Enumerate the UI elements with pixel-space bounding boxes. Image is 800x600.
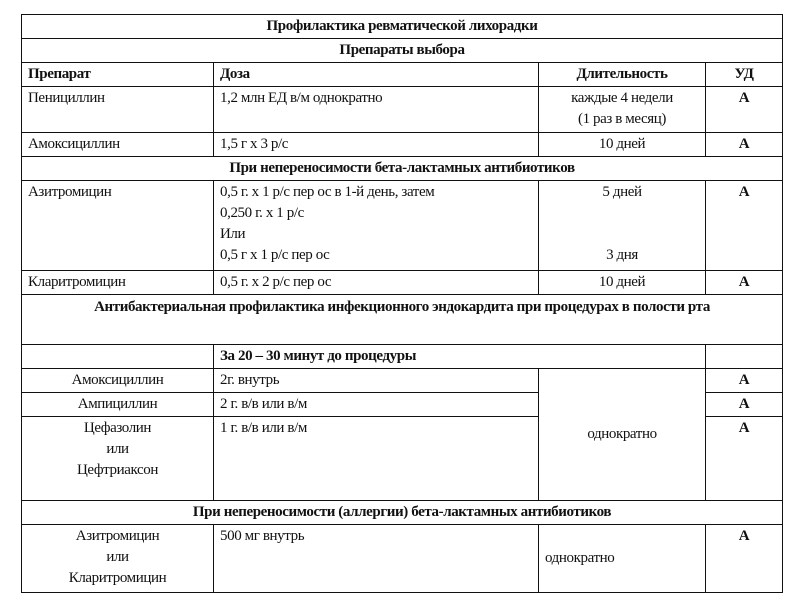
dose-cell: 2г. внутрь bbox=[214, 369, 539, 393]
dose-cell: 1,5 г х 3 р/с bbox=[214, 133, 539, 157]
timing-cell: За 20 – 30 минут до процедуры bbox=[214, 345, 706, 369]
drug-cell: Кларитромицин bbox=[22, 271, 214, 295]
dose-cell bbox=[214, 181, 539, 271]
endocarditis-heading: Антибактериальная профилактика инфекционного эндокардита при процедурах в полости рта bbox=[22, 295, 783, 345]
drug-line: или bbox=[106, 549, 129, 565]
table-row bbox=[22, 525, 783, 593]
table-row bbox=[22, 271, 783, 295]
timing-row bbox=[22, 345, 783, 369]
dose-cell: 2 г. в/в или в/м bbox=[214, 393, 539, 417]
duration-line: 5 дней bbox=[602, 184, 642, 200]
dose-line: 0,5 г. х 1 р/с пер ос в 1-й день, затем bbox=[220, 184, 435, 200]
duration-cell: однократно bbox=[539, 525, 706, 593]
duration-line: (1 раз в месяц) bbox=[577, 111, 666, 127]
drug-cell: Амоксициллин bbox=[22, 369, 214, 393]
drug-line: или bbox=[106, 441, 129, 457]
header-dose: Доза bbox=[214, 63, 539, 87]
duration-cell: 10 дней bbox=[539, 271, 706, 295]
dose-cell: 500 мг внутрь bbox=[214, 525, 539, 593]
level-cell: А bbox=[706, 271, 783, 295]
drug-cell bbox=[22, 417, 214, 501]
dose-cell: 0,5 г. х 2 р/с пер ос bbox=[214, 271, 539, 295]
header-duration: Длительность bbox=[539, 63, 706, 87]
level-cell: А bbox=[706, 87, 783, 133]
drug-cell bbox=[22, 525, 214, 593]
drug-line: Цефазолин bbox=[83, 420, 152, 436]
dose-cell: 1,2 млн ЕД в/м однократно bbox=[214, 87, 539, 133]
dose-cell: 1 г. в/в или в/м bbox=[214, 417, 539, 501]
empty-cell bbox=[706, 345, 783, 369]
drug-cell: Ампициллин bbox=[22, 393, 214, 417]
table-row bbox=[22, 369, 783, 393]
level-cell: А bbox=[706, 369, 783, 393]
table-row bbox=[22, 133, 783, 157]
drug-cell: Азитромицин bbox=[22, 181, 214, 271]
header-row bbox=[22, 63, 783, 87]
level-cell: А bbox=[706, 417, 783, 501]
table-row bbox=[22, 181, 783, 271]
drug-cell: Пенициллин bbox=[22, 87, 214, 133]
duration-line: 3 дня bbox=[606, 247, 638, 263]
drug-line: Азитромицин bbox=[75, 528, 160, 544]
header-drug: Препарат bbox=[22, 63, 214, 87]
table-title: Профилактика ревматической лихорадки bbox=[22, 15, 783, 39]
empty-cell bbox=[22, 345, 214, 369]
level-cell: А bbox=[706, 133, 783, 157]
duration-line: каждые 4 недели bbox=[571, 90, 673, 106]
dose-line: Или bbox=[220, 226, 246, 242]
dose-line: 0,5 г х 1 р/с пер ос bbox=[220, 247, 330, 263]
table-subtitle: Препараты выбора bbox=[22, 39, 783, 63]
duration-cell bbox=[539, 181, 706, 271]
drug-cell: Амоксициллин bbox=[22, 133, 214, 157]
allergy-heading: При непереносимости (аллергии) бета-лактамных антибиотиков bbox=[22, 501, 783, 525]
drug-line: Кларитромицин bbox=[68, 570, 167, 586]
duration-cell: однократно bbox=[539, 369, 706, 501]
rheumatic-fever-prophylaxis-table bbox=[21, 14, 783, 593]
header-level: УД bbox=[706, 63, 783, 87]
level-cell: А bbox=[706, 525, 783, 593]
duration-cell bbox=[539, 87, 706, 133]
drug-line: Цефтриаксон bbox=[76, 462, 158, 478]
intolerance-heading: При непереносимости бета-лактамных антибиотиков bbox=[22, 157, 783, 181]
table-row bbox=[22, 87, 783, 133]
level-cell: А bbox=[706, 393, 783, 417]
duration-cell: 10 дней bbox=[539, 133, 706, 157]
dose-line: 0,250 г. х 1 р/с bbox=[220, 205, 304, 221]
level-cell: А bbox=[706, 181, 783, 271]
